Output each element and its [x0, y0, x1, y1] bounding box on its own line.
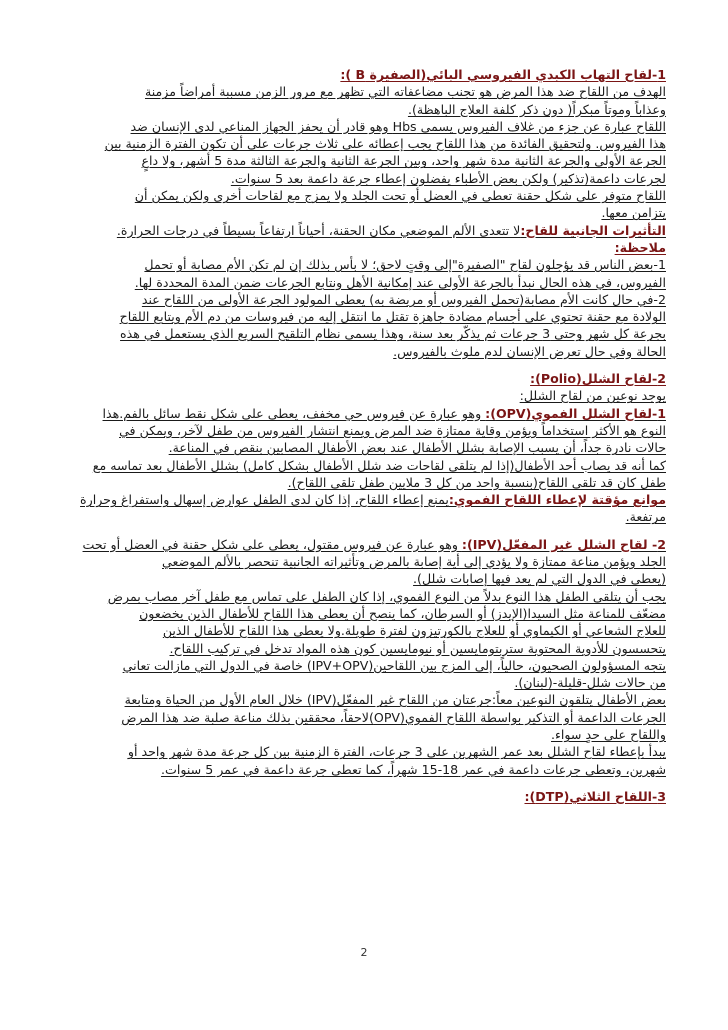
- text-line: 2-في حال كانت الأم مصابة(تحمل الفيروس أو مريضة به) يعطى المولود الجرعة الأولى من اللقاح عند: [141, 291, 666, 307]
- polio-intro: [66, 387, 666, 404]
- combo: [66, 691, 666, 743]
- text-line: [66, 222, 666, 239]
- heading-line: 2-لقاح الشلل(Polio):: [530, 371, 666, 387]
- text-line: الجرعات الداعمة أو التذكير بواسطة اللقاح الفموي(OPV)لاحقاً، محققين بذلك مناعة صلبة ضد هذا المرض: [121, 709, 666, 725]
- side-effects: [66, 222, 666, 239]
- text-line: بجرعة كل شهر وحتى 3 جرعات ثم يذكّر بعد سنة، وهذا يسمى نظام التلقيح السريع الذي يستعمل في هذه: [120, 326, 666, 342]
- text-line: (يعطى في الدول التي لم يعد فيها إصابات شلل).: [413, 571, 666, 587]
- opv-contra: [66, 491, 666, 526]
- opv-lead: 1-لقاح الشلل الفموي(OPV):: [485, 405, 666, 421]
- spacer: [66, 778, 666, 788]
- ipv-lead: 2- لقاح الشلل غير المفعّل(IPV):: [461, 536, 666, 552]
- page-number: 2: [360, 946, 368, 959]
- text-line: مرتفعة.: [625, 509, 666, 525]
- text-line: يتجه المسؤولون الصحيون، حالياً، إلى المزج بين اللقاحين(IPV+OPV) خاصة في الدول التي مازالت تعاني: [122, 657, 666, 673]
- schedule: [66, 743, 666, 778]
- trend: [66, 657, 666, 692]
- opv: [66, 405, 666, 491]
- text-line: اللقاح متوفر على شكل حقنة تعطى في العضل أو تحت الجلد ولا يمزج مع لقاحات أخرى ولكن يمكن أن: [134, 188, 666, 204]
- text-line: الجرعة الأولى والجرعة الثانية مدة شهر واحد، وبين الجرعة الثانية والجرعة الثالثة مدة 5 أشهر، ولا داعٍ: [141, 153, 666, 169]
- side-effects-text: لا تتعدى الألم الموضعي مكان الحقنة، أحياناً ارتفاعاً بسيطاً في درجات الحرارة.: [116, 222, 521, 238]
- text-line: للعلاج الشعاعي أو الكيماوي أو للعلاج بالكورتيزون لفترة طويلة.ولا يعطى هذا اللقاح للأطفال الذين: [162, 623, 666, 639]
- text-line: اللقاح عبارة عن جزء من غلاف الفيروس يسمى Hbs وهو قادر أن يحفز الجهاز المناعي لدى الإنسان ضد: [130, 118, 666, 134]
- polio-heading: [66, 370, 666, 387]
- text-line: الجلد ويؤمن مناعة ممتازة ولا يؤدي إلى أية إصابة بالمرض وتأثيراته الجانبية تنحصر بالألم الموضعي: [162, 554, 666, 570]
- text-line: [66, 405, 666, 422]
- note-heading: [66, 239, 666, 256]
- text-line: طفل كان قد تلقى اللقاح(بنسبة واحد من كل 3 ملايين طفل تلقى اللقاح).: [287, 474, 666, 490]
- text-line: الهدف من اللقاح ضد هذا المرض هو تجنب مضاعفاته التي تظهر مع مرور الزمن مسببة أمراضاً مزمنة: [144, 84, 666, 100]
- text-line: كما أنه قد يصاب أحد الأطفال(إذا لم يتلقى لقاحات ضد شلل الأطفال بشكل كامل) بشلل الأطفال بعد تماسه مع: [92, 457, 666, 473]
- text-line: حالات نادرة جداً، أن يسبب الإصابة بشلل الأطفال عند بعض الأطفال المصابين بنقص في المناعة.: [168, 440, 666, 456]
- spacer: [66, 360, 666, 370]
- note-1: [66, 256, 666, 291]
- ipv-text: وهو عبارة عن فيروس مقتول، يعطى على شكل حقنة في العضل أو تحت: [82, 536, 462, 552]
- text-line: [66, 491, 666, 508]
- heading-line: 1-لقاح التهاب الكبدي الفيروسي البائي(الصفيرة B ):: [340, 67, 666, 82]
- opv-contra-lead: موانع مؤقتة لإعطاء اللقاح الفموي:: [448, 492, 666, 508]
- spacer: [66, 526, 666, 536]
- text-line: مضعّف للمناعة مثل السيدا(الإيدز) أو السرطان، كما ينصح أن يعطى هذا اللقاح للأطفال الذين يخضعون: [139, 605, 666, 621]
- text-line: وعذاباً وموتاً مبكراً( دون ذكر كلفة العلاج الباهظة).: [407, 101, 666, 117]
- text-line: يوجد نوعين من لقاح الشلل:: [519, 388, 666, 404]
- text-line: هذا الفيروس. ولتحقيق الفائدة من هذا اللقاح يجب إعطائه على ثلاث جرعات على أن تكون الفترة الزمنية بين: [104, 136, 666, 152]
- text-line: شهرين، وتعطى جرعات داعمة في عمر 18-15 شهراً، كما تعطى جرعة داعمة في عمر 5 سنوات.: [160, 761, 666, 777]
- side-effects-lead: التأثيرات الجانبية للقاح:: [520, 222, 666, 238]
- heading-line: ملاحظة:: [614, 239, 666, 255]
- dtp-heading: [66, 788, 666, 805]
- text-line: يجب أن يتلقى الطفل هذا النوع بدلاً من النوع الفموي، إذا كان الطفل على تماس مع طفل آخر مصاب بمرض: [107, 588, 666, 604]
- text-line: الولادة مع حقنة تحتوي على أجسام مضادة جاهزة تقتل ما انتقل إليه من فيروسات من دم الأم ويتابع اللقاح: [119, 309, 666, 325]
- text-line: لجرعات داعمة(تذكير) ولكن بعض الأطباء يفضلون إعطاء جرعة داعمة بعد 5 سنوات.: [230, 170, 666, 186]
- text-line: يتزامن معها.: [601, 205, 666, 221]
- text-line: النوع هو الأكثر استخداماً ويؤمن وقاية ممتازة ضد المرض ويمنع انتشار الفيروس من طفل لآخر، ويمكن في: [119, 422, 666, 438]
- text-line: من حالات شلل-قليلة-(لبنان).: [514, 675, 666, 691]
- ipv-2: [66, 588, 666, 657]
- note-2: [66, 291, 666, 360]
- text-line: [66, 536, 666, 553]
- opv-text: وهو عبارة عن فيروس حي مخفف، يعطى على شكل نقط سائل بالفم.هذا: [102, 405, 486, 421]
- text-line: واللقاح على حدٍ سواء.: [551, 726, 666, 742]
- hepb-heading: [66, 66, 666, 83]
- hepb-body: [66, 83, 666, 221]
- opv-contra-text: يمنع إعطاء اللقاح، إذا كان لدى الطفل عوارض إسهال واستفراغ وحرارة: [80, 492, 449, 508]
- text-line: 1-بعض الناس قد يؤجلون لقاح "الصفيرة"إلى وقتٍ لاحق؛ لا بأس بذلك إن لم تكن الأم مصابة أو تحمل: [144, 257, 666, 273]
- text-line: الفيروس، في هذه الحال نبدأ بالجرعة الأولى عند إمكانية الأهل ونتابع الجرعات ضمن المدة المحددة لها.: [134, 274, 666, 290]
- heading-line: 3-اللقاح الثلاثي(DTP):: [524, 788, 666, 804]
- text-line: يبدأ بإعطاء لقاح الشلل بعد عمر الشهرين على 3 جرعات، الفترة الزمنية بين كل جرعة مدة شهر واحد أو: [127, 744, 666, 760]
- text-line: يتحسسون للأدوية المحتوية ستربتومايسين أو نيومايسين كون هذه المواد تدخل في تركيب اللقاح.: [169, 640, 666, 656]
- text-line: الحالة وفي حال تعرض الإنسان لدم ملوث بالفيروس.: [393, 343, 666, 359]
- text-line: بعض الأطفال يتلقون النوعين معاً:جرعتان من اللقاح غير المفعّل(IPV) خلال العام الأول من الحياة ومتابعة: [124, 692, 666, 708]
- ipv: [66, 536, 666, 588]
